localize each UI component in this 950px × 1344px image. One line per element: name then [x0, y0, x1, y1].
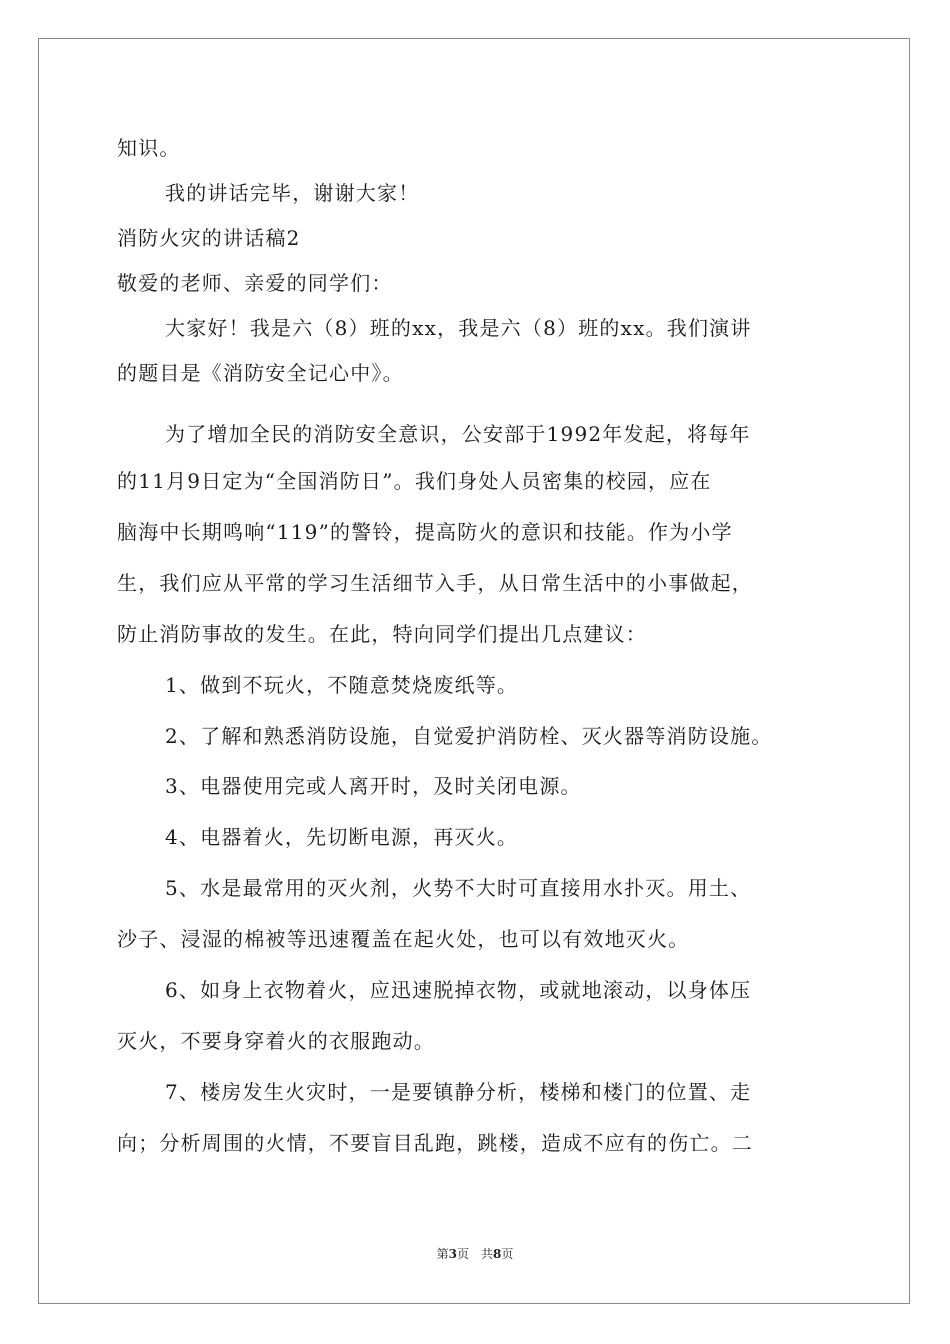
list-item: 4、电器着火，先切断电源，再灭火。: [165, 825, 519, 849]
list-item: 3、电器使用完或人离开时，及时关闭电源。: [165, 774, 582, 798]
paragraph-line: 的11月9日定为“全国消防日”。我们身处人员密集的校园，应在: [117, 469, 712, 493]
paragraph-line: 沙子、浸湿的棉被等迅速覆盖在起火处，也可以有效地灭火。: [117, 927, 690, 951]
paragraph-line: 生，我们应从平常的学习生活细节入手，从日常生活中的小事做起，: [117, 571, 753, 595]
list-item: 2、了解和熟悉消防设施，自觉爱护消防栓、灭火器等消防设施。: [165, 724, 773, 748]
salutation-line: 敬爱的老师、亲爱的同学们：: [117, 271, 393, 295]
paragraph-line: 我的讲话完毕，谢谢大家！: [165, 181, 420, 205]
paragraph-line: 的题目是《消防安全记心中》。: [117, 361, 404, 385]
page-mid: 页 共: [456, 1247, 493, 1261]
paragraph-line: 灭火，不要身穿着火的衣服跑动。: [117, 1029, 435, 1053]
total-page-number: 8: [493, 1247, 502, 1261]
page-suffix: 页: [501, 1247, 514, 1261]
current-page-number: 3: [448, 1247, 457, 1261]
page-footer: [0, 1245, 950, 1262]
paragraph-line: 为了增加全民的消防安全意识，公安部于1992年发起，将每年: [165, 422, 751, 446]
paragraph-line: 向；分析周围的火情，不要盲目乱跑，跳楼，造成不应有的伤亡。二: [117, 1131, 753, 1155]
paragraph-line: 知识。: [117, 136, 181, 160]
list-item: 5、水是最常用的灭火剂，火势不大时可直接用水扑灭。用土、: [165, 876, 752, 900]
section-title: 消防火灾的讲话稿2: [117, 226, 301, 250]
list-item: 6、如身上衣物着火，应迅速脱掉衣物，或就地滚动，以身体压: [165, 978, 752, 1002]
paragraph-line: 脑海中长期鸣响“119”的警铃，提高防火的意识和技能。作为小学: [117, 520, 733, 544]
paragraph-line: 大家好！我是六（8）班的xx，我是六（8）班的xx。我们演讲: [165, 316, 752, 340]
list-item: 1、做到不玩火，不随意焚烧废纸等。: [165, 673, 519, 697]
list-item: 7、楼房发生火灾时，一是要镇静分析，楼梯和楼门的位置、走: [165, 1080, 752, 1104]
paragraph-line: 防止消防事故的发生。在此，特向同学们提出几点建议：: [117, 622, 647, 646]
page-prefix: 第: [436, 1247, 449, 1261]
